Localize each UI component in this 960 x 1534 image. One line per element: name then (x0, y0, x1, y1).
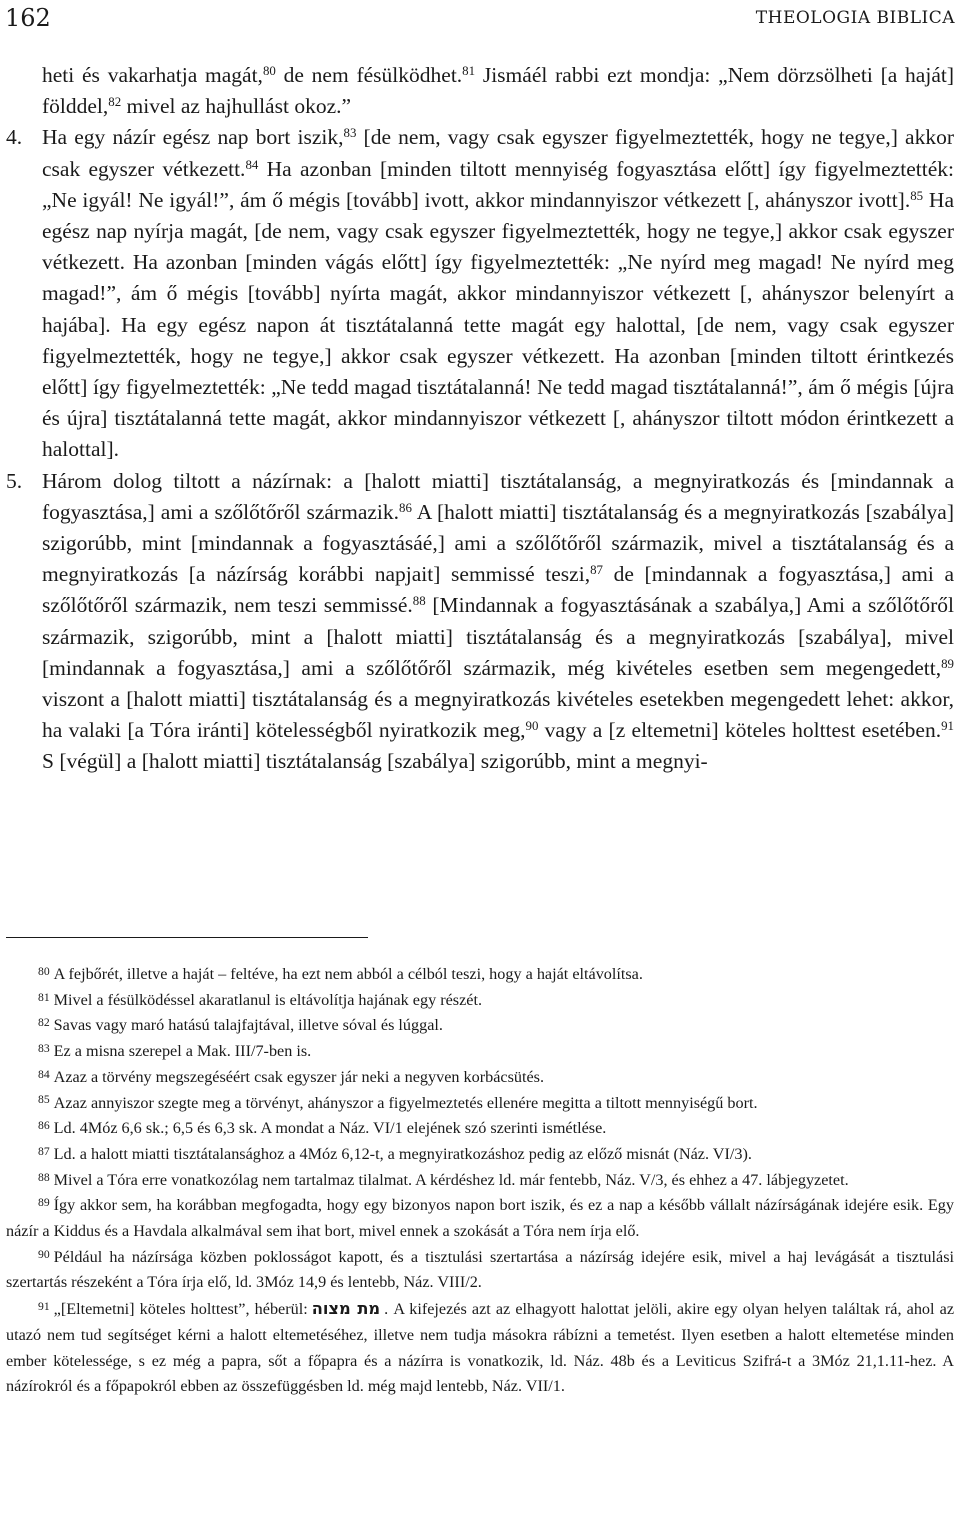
paragraph-number: 4. (6, 125, 23, 150)
footnote-text: A fejbőrét, illetve a haját – feltéve, ha ezt nem abból a célból teszi, hogy a haját eltávolítsa. (53, 965, 643, 983)
footnotes (6, 962, 954, 1400)
footnote (6, 962, 954, 988)
footnote-number: 85 (38, 1093, 50, 1107)
text-segment: Jismáél rabbi ezt mondja: „Nem dörzsölheti [a haját] földdel, (42, 63, 955, 119)
footnote-number: 90 (38, 1247, 50, 1261)
page-number: 162 (5, 4, 51, 32)
footnote-number: 81 (38, 990, 50, 1004)
footnote (6, 1168, 954, 1194)
footnote-ref[interactable]: 89 (941, 656, 954, 671)
footnote-ref[interactable]: 84 (245, 157, 259, 172)
text-segment: vagy a [z eltemetni] köteles holttest esetében. (538, 718, 942, 743)
footnote-number: 80 (38, 964, 50, 978)
footnote-number: 91 (38, 1300, 50, 1314)
footnote-number: 82 (38, 1016, 50, 1030)
main-text (6, 60, 954, 778)
footnote-text-pre: „[Eltemetni] köteles holttest”, héberül: (53, 1300, 308, 1319)
footnote-ref[interactable]: 91 (941, 719, 954, 734)
footnote-ref[interactable]: 88 (412, 594, 426, 609)
hebrew-term: מת מצוה (311, 1299, 381, 1319)
text-segment: Ha azonban [minden tiltott mennyiség fogyasztása előtt] így figyelmeztették: „Ne igyál! Ne igyál!”, ám ő mégis [tovább] ivott, akkor mindannyiszor vétkezett [, ahányszor ivott]. (42, 156, 954, 212)
text-segment: A [halott miatti] tisztátalanság és a megnyiratkozás [szabálya] szigorúbb, mint [mindannak a fogyasztásáé,] ami a szőlőtőről származik, mivel a tisztátalanság és a megnyiratkozás [a názírság korábbi napjait] semmissé teszi, (42, 499, 954, 587)
footnote-ref[interactable]: 90 (525, 719, 539, 734)
footnote (6, 1039, 954, 1065)
footnote-number: 86 (38, 1119, 50, 1133)
footnote-ref[interactable]: 82 (108, 95, 122, 110)
text-segment: de [mindannak a fogyasztása,] ami a szőlőtőről származik, nem teszi semmissé. (42, 562, 954, 618)
paragraph-4 (6, 122, 954, 465)
footnote (6, 1193, 954, 1244)
footnote-text: Mivel a fésülködéssel akaratlanul is eltávolítja hajának egy részét. (53, 990, 483, 1009)
footnote-text: Így akkor sem, ha korábban megfogadta, hogy egy bizonyos napon bort iszik, és ez a nap a később vállalt názírságának idejére esik. Egy názír a Kiddus és a Havdala alkalmával sem ihat bort, mivel ennek a szokását a Tóra nem írja elő. (6, 1196, 954, 1241)
footnote (6, 1065, 954, 1091)
text-segment: Három dolog tiltott a názírnak: a [halott miatti] tisztátalanság, a megnyiratkozás és [mindannak a fogyasztása,] ami a szőlőtőről származik. (42, 468, 954, 524)
paragraph-5 (6, 466, 954, 778)
footnote (6, 1142, 954, 1168)
footnote-ref[interactable]: 81 (462, 63, 476, 78)
paragraph-continuation (6, 60, 954, 122)
page-header (5, 4, 955, 34)
footnote-ref[interactable]: 87 (590, 563, 603, 578)
footnote-text: Ld. 4Móz 6,6 sk.; 6,5 és 6,3 sk. A mondat a Náz. VI/1 elejének szó szerinti ismétlése. (53, 1119, 607, 1138)
footnote-number: 83 (38, 1042, 50, 1056)
text-segment: heti és vakarhatja magát, (42, 63, 263, 87)
footnote (6, 1116, 954, 1142)
footnote-text: Például ha názírsága közben poklosságot kapott, és a tisztulási szertartása a názírság idejére esik, mivel a haj levágását a tisztulási szertartás részeként a Tóra írja elő, ld. 3Móz 14,9 és lentebb, Náz. VIII/2. (6, 1247, 954, 1292)
footnote (6, 1245, 954, 1296)
footnote-text: Mivel a Tóra erre vonatkozólag nem tartalmaz tilalmat. A kérdéshez ld. már fentebb, Náz. V/3, és ehhez a 47. lábjegyzetet. (53, 1170, 849, 1189)
footnote-number: 89 (38, 1196, 50, 1210)
text-segment: de nem fésülködhet. (275, 63, 463, 87)
footnote (6, 1091, 954, 1117)
text-segment: S [végül] a [halott miatti] tisztátalanság [szabálya] szigorúbb, mint a megnyi- (42, 749, 708, 774)
footnote-ref[interactable]: 86 (399, 500, 412, 515)
footnote (6, 988, 954, 1014)
footnote (6, 1296, 954, 1400)
text-segment: mivel az hajhullást okoz.” (121, 94, 352, 119)
text-segment: [Mindannak a fogyasztásának a szabálya,] Ami a szőlőtőről származik, szigorúbb, mint a [halott miatti] tisztátalanság és a megnyiratkozás [szabálya], mivel [mindannak a fogyasztása,] ami a szőlőtőről származik, még kivételes esetben sem megengedett, (42, 593, 954, 680)
text-segment: Ha egy názír egész nap bort iszik, (42, 125, 344, 150)
footnote-number: 84 (38, 1067, 50, 1081)
footnote-text: Azaz annyiszor szegte meg a törvényt, ahányszor a figyelmeztetés ellenére megitta a tiltott mennyiségű bort. (53, 1093, 758, 1112)
footnote-text: Ez a misna szerepel a Mak. III/7-ben is. (53, 1042, 312, 1061)
footnote (6, 1013, 954, 1039)
paragraph-number: 5. (6, 468, 23, 493)
footnote-ref[interactable]: 85 (910, 188, 924, 203)
footnote-ref[interactable]: 83 (343, 126, 357, 141)
footnote-number: 88 (38, 1170, 50, 1184)
footnote-text: Ld. a halott miatti tisztátalansághoz a 4Móz 6,12-t, a megnyiratkozáshoz pedig az előző misnát (Náz. VI/3). (53, 1144, 752, 1163)
footnote-ref[interactable]: 80 (262, 63, 276, 78)
text-segment: Ha egész nap nyírja magát, [de nem, vagy csak egyszer figyelmeztették, hogy ne tegye,] akkor csak egyszer vétkezett. Ha azonban [minden vágás előtt] így figyelmeztették: „Ne nyírd meg magad! Ne nyírd meg magad!”, ám ő mégis [tovább] nyírta magát, akkor mindannyiszor vétkezett [, ahányszor belenyírt a hajába]. Ha egy egész napon át tisztátalanná tette magát egy halottal, [de nem, vagy csak egyszer figyelmeztették, hogy ne tegye,] akkor csak egyszer vétkezett. Ha azonban [minden tiltott érintkezés előtt] így figyelmeztették: „Ne tedd magad tisztátalanná! Ne tedd magad tisztátalanná!”, ám ő mégis [újra és újra] tisztátalanná tette magát, akkor mindannyiszor vétkezett [, ahányszor tiltott módon érintkezett a halottal]. (42, 187, 954, 462)
footnote-text: Azaz a törvény megszegéséért csak egyszer jár neki a negyven korbácsütés. (53, 1067, 544, 1086)
text-segment: viszont a [halott miatti] tisztátalanság és a megnyiratkozás kivételes esetekben megengedett lehet: akkor, ha valaki [a Tóra iránti] kötelességből nyiratkozik meg, (42, 687, 954, 743)
footnote-text: . A kifejezés azt az elhagyott halottat jelöli, akire egy olyan helyen találtak rá, ahol az utazó nem tud segítséget kérni a halott eltemetéséhez, illetve nem tudja másokra rábízni a temetést. Ilyen esetben a halott eltemetése minden ember kötelessége, s ez még a papra, sőt a főpapra és a názírra is vonatkozik, ld. Náz. 48b és a Leviticus Szifrá-t a 3Móz 21,1.11-hez. A názírokról és a főpapokról ebben az összefüggésben ld. még majd lentebb, Náz. VII/1. (6, 1300, 954, 1396)
footnote-text: Savas vagy maró hatású talajfajtával, illetve sóval és lúggal. (53, 1016, 443, 1035)
running-head: THEOLOGIA BIBLICA (755, 8, 955, 28)
text-segment: [de nem, vagy csak egyszer figyelmeztették, hogy ne tegye,] akkor csak egyszer vétkezett. (42, 125, 955, 181)
footnote-number: 87 (38, 1144, 50, 1158)
footnote-separator (6, 937, 368, 938)
